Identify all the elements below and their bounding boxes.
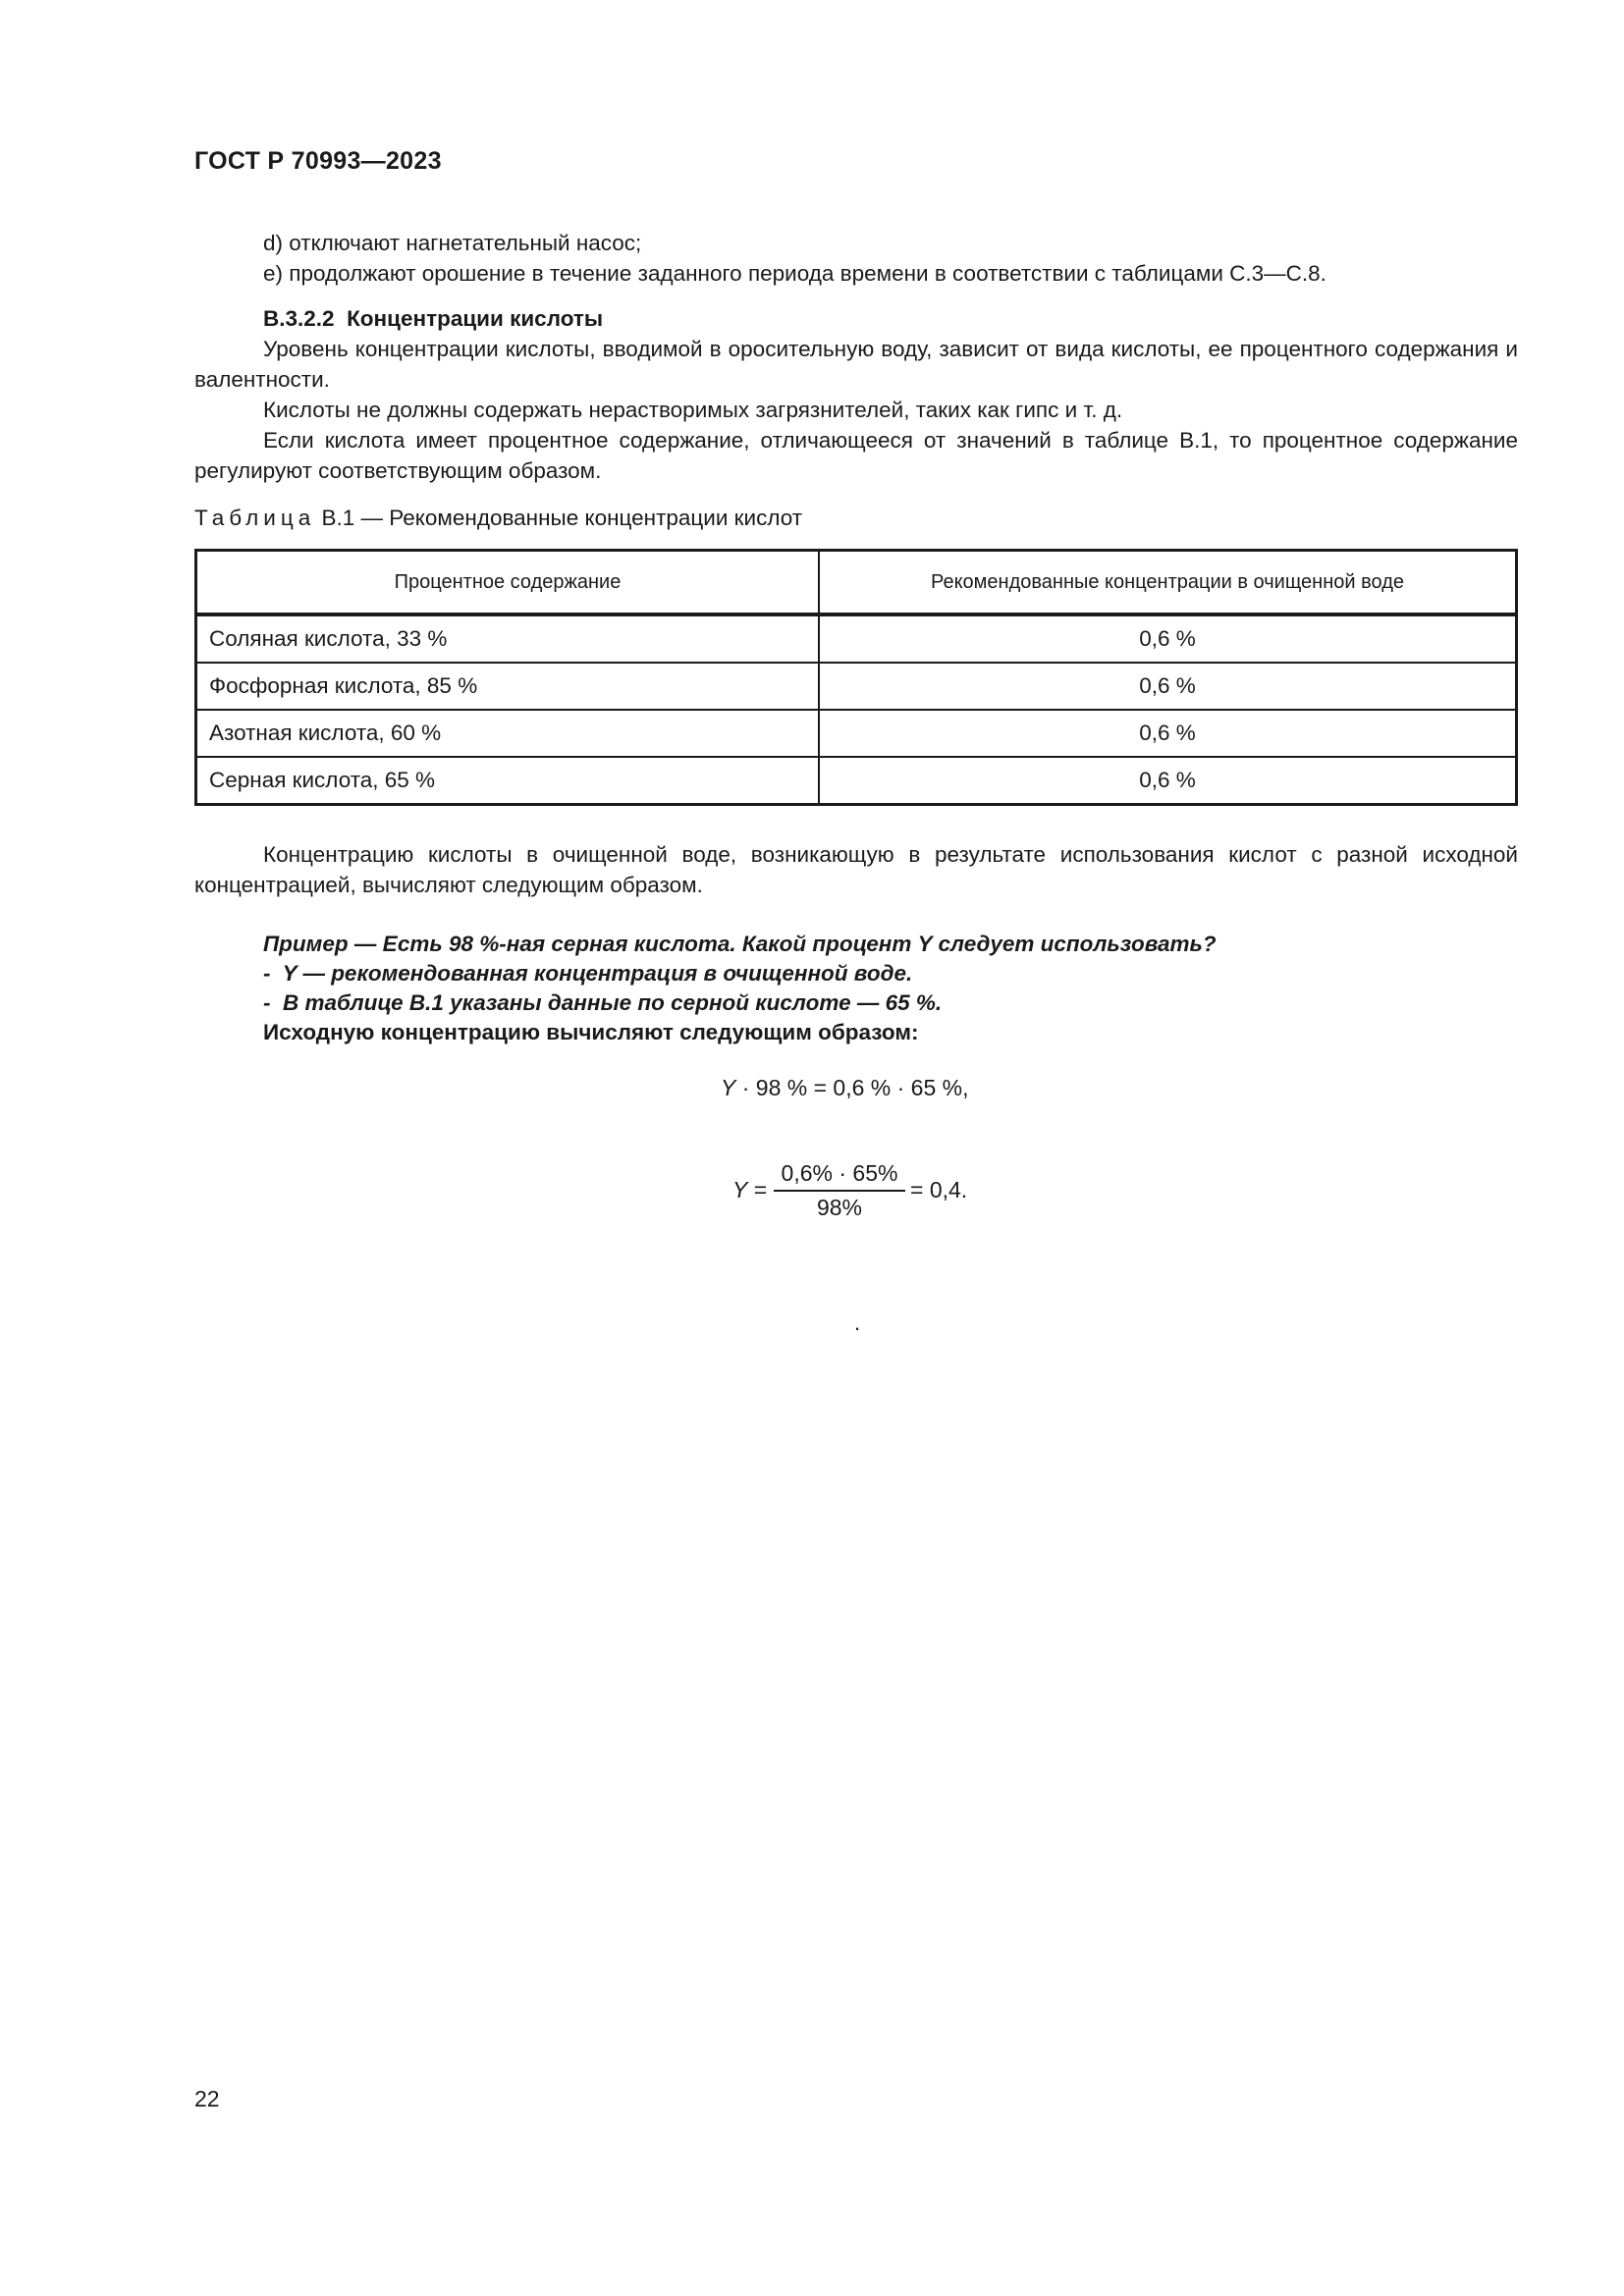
table-header-percent: Процентное содержание [196,551,820,615]
document-header: ГОСТ Р 70993—2023 [194,147,442,175]
table-row [196,663,1517,710]
table-cell-value: 0,6 % [819,663,1517,710]
example-line-1: Пример — Есть 98 %-ная серная кислота. Какой процент Y следует использовать? [263,932,1217,956]
formula-equation-1 [721,1075,969,1101]
page-number: 22 [194,2086,220,2111]
example-line-3: - В таблице В.1 указаны данные по серной кислоте — 65 %. [263,990,943,1015]
list-item-e: e) продолжают орошение в течение заданного периода времени в соответствии с таблицами С.3—С.8. [263,261,1326,286]
section-number: В.3.2.2 [263,306,335,331]
table-cell-value: 0,6 % [819,710,1517,757]
paragraph-2: Кислоты не должны содержать нерастворимых загрязнителей, таких как гипс и т. д. [263,398,1123,422]
section-title: Концентрации кислоты [347,306,604,331]
table-caption [194,506,802,531]
table-header-row [196,551,1517,615]
table-header-recommended: Рекомендованные концентрации в очищенной воде [819,551,1517,615]
stray-dot: . [854,1310,861,1335]
table-row [196,710,1517,757]
table-cell-acid: Соляная кислота, 33 % [196,614,820,663]
formula-equals: = [753,1177,768,1202]
acid-concentration-table [194,549,1518,806]
paragraph-after-table: Концентрацию кислоты в очищенной воде, возникающую в результате использования кислот с разной исходной концентрацией, вычисляют следующим образом. [194,842,1518,897]
formula-denominator: 98% [816,1195,863,1220]
table-cell-value: 0,6 % [819,614,1517,663]
formula-lhs [732,1177,767,1203]
table-cell-acid: Фосфорная кислота, 85 % [196,663,820,710]
formula-variable-y: Y [732,1177,748,1202]
table-cell-acid: Серная кислота, 65 % [196,757,820,805]
formula-variable-y: Y [721,1075,736,1100]
formula-equation-1-rest: · 98 % = 0,6 % · 65 %, [735,1075,969,1100]
paragraph-1: Уровень концентрации кислоты, вводимой в оросительную воду, зависит от вида кислоты, ее процентного содержания и валентности. [194,337,1518,392]
section-heading [263,303,603,334]
paragraph-3: Если кислота имеет процентное содержание, отличающееся от значений в таблице В.1, то процентное содержание регулируют соответствующим образом. [194,428,1518,483]
table-cell-value: 0,6 % [819,757,1517,805]
table-cell-acid: Азотная кислота, 60 % [196,710,820,757]
fraction-bar [774,1190,905,1192]
table-caption-word: Таблица [194,506,316,530]
formula-numerator: 0,6% · 65% [781,1160,898,1186]
formula-result: = 0,4. [910,1177,968,1202]
list-item-d: d) отключают нагнетательный насос; [263,231,642,255]
table-row [196,757,1517,805]
table-row [196,614,1517,663]
example-line-4: Исходную концентрацию вычисляют следующим образом: [263,1020,919,1044]
table-caption-title: В.1 — Рекомендованные концентрации кислот [321,506,803,530]
example-line-2: - Y — рекомендованная концентрация в очищенной воде. [263,961,913,986]
